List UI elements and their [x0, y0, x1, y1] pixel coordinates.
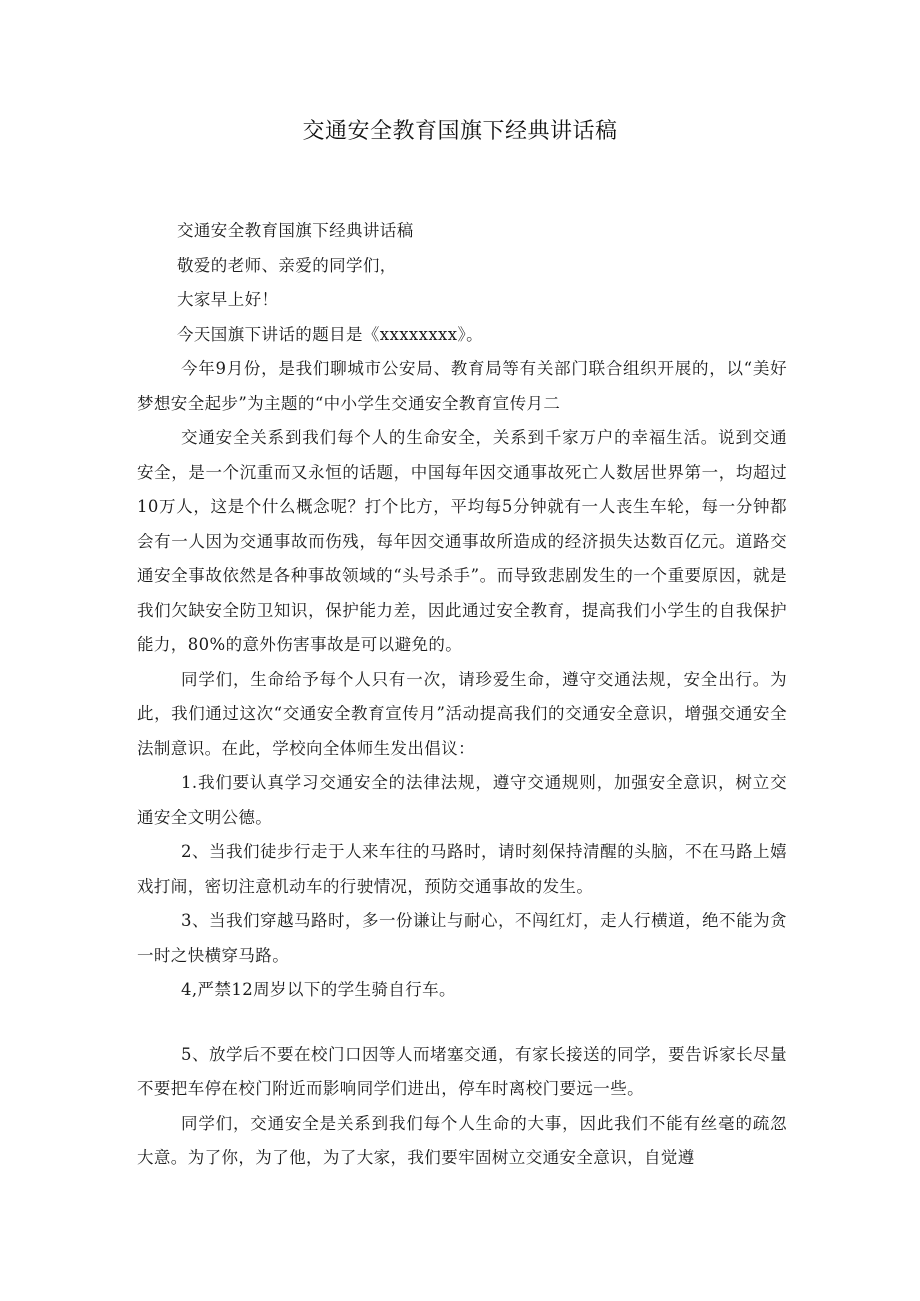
paragraph-intro: 今年9月份，是我们聊城市公安局、教育局等有关部门联合组织开展的，以“美好梦想安全起步”为主题的“中小学生交通安全教育宣传月二 [137, 359, 787, 413]
list-item-5: 5、放学后不要在校门口因等人而堵塞交通，有家长接送的同学，要告诉家长尽量不要把车停在校门附近而影响同学们进出，停车时离校门要远一些。 [137, 1044, 787, 1098]
list-item-3: 3、当我们穿越马路时，多一份谦让与耐心，不闯红灯，走人行横道，绝不能为贪一时之快横穿马路。 [137, 911, 787, 965]
list-item-1: 1.我们要认真学习交通安全的法律法规，遵守交通规则，加强安全意识，树立交通安全文明公德。 [137, 773, 787, 827]
list-item-4: 4,严禁12周岁以下的学生骑自行车。 [181, 980, 456, 999]
paragraph-salutation: 敬爱的老师、亲爱的同学们， [177, 255, 397, 275]
paragraph-topic: 今天国旗下讲话的题目是《xxxxxxxx》。 [177, 324, 483, 344]
list-item-2: 2、当我们徒步行走于人来车往的马路时，请时刻保持清醒的头脑，不在马路上嬉戏打闹，密切注意机动车的行驶情况，预防交通事故的发生。 [137, 842, 787, 896]
paragraph-importance: 交通安全关系到我们每个人的生命安全，关系到千家万户的幸福生活。说到交通安全，是一个沉重而又永恒的话题，中国每年因交通事故死亡人数居世界第一，均超过10万人，这是个什么概念呢？打个比方，平均每5分钟就有一人丧生车轮，每一分钟都会有一人因为交通事故而伤残，每年因交通事故所造成的经济损失达数百亿元。道路交通安全事故依然是各种事故领域的“头号杀手”。而导致悲剧发生的一个重要原因，就是我们欠缺安全防卫知识，保护能力差，因此通过安全教育，提高我们小学生的自我保护能力，80%的意外伤害事故是可以避免的。 [137, 428, 787, 654]
paragraph-heading-repeat: 交通安全教育国旗下经典讲话稿 [177, 221, 414, 240]
paragraph-greeting: 大家早上好！ [177, 290, 279, 309]
paragraph-closing: 同学们，交通安全是关系到我们每个人生命的大事，因此我们不能有丝毫的疏忽大意。为了你，为了他，为了大家，我们要牢固树立交通安全意识，自觉遵 [137, 1113, 787, 1167]
paragraph-appeal: 同学们，生命给予每个人只有一次，请珍爱生命，遵守交通法规，安全出行。为此，我们通过这次“交通安全教育宣传月”活动提高我们的交通安全意识，增强交通安全法制意识。在此，学校向全体师生发出倡议： [137, 669, 787, 758]
document-title: 交通安全教育国旗下经典讲话稿 [302, 119, 618, 144]
document-body [137, 214, 787, 1176]
